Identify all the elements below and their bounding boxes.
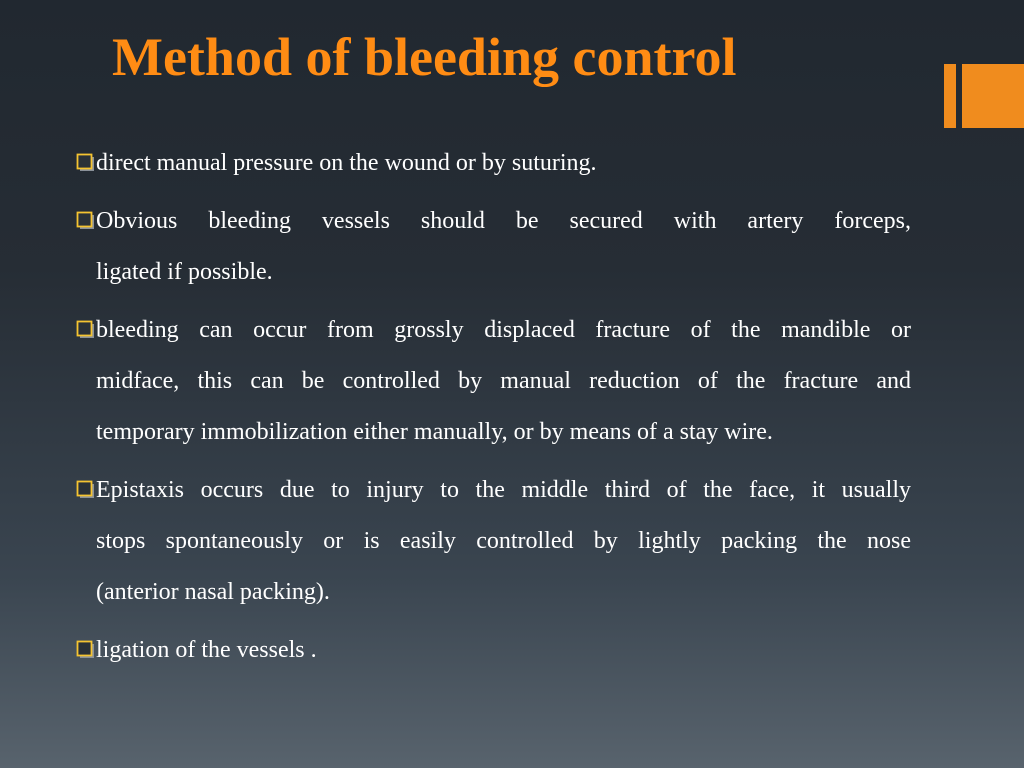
bullet-item (76, 625, 911, 676)
slide-title: Method of bleeding control (112, 27, 737, 87)
checkbox-square-icon (76, 480, 96, 500)
bullet-text-line: Epistaxis occurs due to injury to the middle third of the face, it usually (96, 477, 911, 503)
checkbox-square-icon (76, 640, 96, 660)
bullet-text-line: stops spontaneously or is easily controlled by lightly packing the nose (96, 528, 911, 554)
bullet-text-line: Obvious bleeding vessels should be secured with artery forceps, (96, 208, 911, 234)
checkbox-square-icon (76, 211, 96, 231)
bullet-text: direct manual pressure on the wound or by suturing. (96, 150, 597, 176)
bullet-list (76, 138, 911, 683)
bullet-item (76, 465, 911, 618)
bullet-text-line: bleeding can occur from grossly displaced fracture of the mandible or (96, 317, 911, 343)
bullet-item (76, 305, 911, 458)
checkbox-square-icon (76, 153, 96, 173)
bullet-item (76, 138, 911, 189)
bullet-text-line: (anterior nasal packing). (96, 579, 330, 605)
accent-bar-thin (944, 64, 956, 128)
bullet-text: ligation of the vessels . (96, 637, 317, 663)
bullet-item (76, 196, 911, 298)
bullet-text-line: temporary immobilization either manually, or by means of a stay wire. (96, 419, 773, 445)
accent-bar-wide (962, 64, 1024, 128)
bullet-text-line: midface, this can be controlled by manual reduction of the fracture and (96, 368, 911, 394)
bullet-text-line: ligated if possible. (96, 259, 273, 285)
checkbox-square-icon (76, 320, 96, 340)
